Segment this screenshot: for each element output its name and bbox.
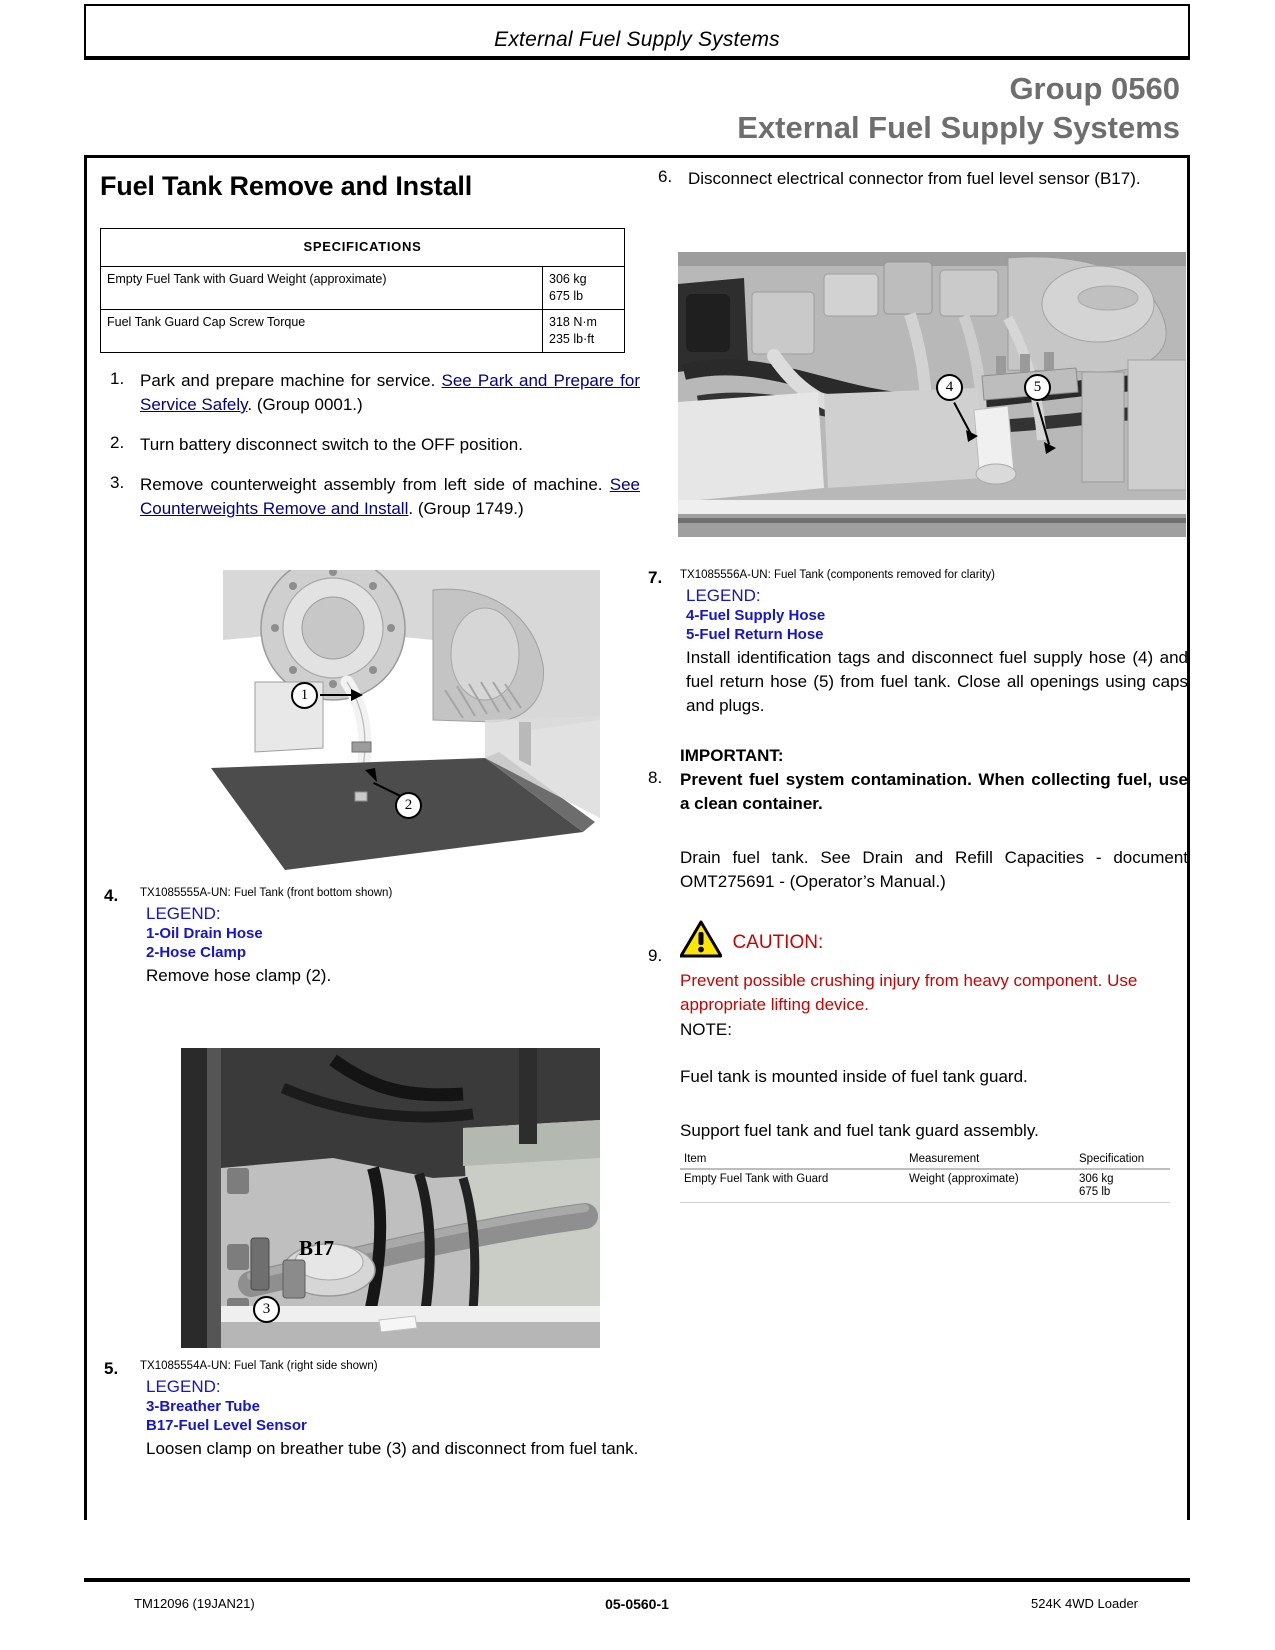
step-number: 4. — [104, 886, 119, 905]
right-column-lower — [648, 558, 1188, 1203]
callout-arrow-2 — [363, 768, 379, 784]
step-text — [140, 369, 640, 417]
step-3 — [100, 473, 640, 521]
step-5-text: Loosen clamp on breather tube (3) and disconnect from fuel tank. — [146, 1439, 639, 1458]
step-7-text: Install identification tags and disconnect fuel supply hose (4) and fuel return hose (5) from fuel tank. Close all openings using caps and plugs. — [686, 648, 1188, 715]
footer-divider — [84, 1578, 1190, 1582]
left-column — [100, 163, 640, 521]
legend-item: 5-Fuel Return Hose — [686, 626, 824, 643]
callout-bubble-3: 3 — [253, 1296, 280, 1323]
spec-value-metric: 318 N·m — [549, 315, 597, 329]
xref-link[interactable]: See Park and Prepare for Service Safely — [140, 371, 640, 414]
step-1 — [100, 369, 640, 417]
cell-specification — [1075, 1169, 1170, 1203]
table-row — [101, 310, 625, 353]
group-title: External Fuel Supply Systems — [737, 110, 1180, 145]
right-column — [648, 163, 1188, 191]
table-header-row — [680, 1151, 1170, 1169]
running-header-title: External Fuel Supply Systems — [494, 28, 780, 51]
column-header-measurement: Measurement — [905, 1151, 1075, 1169]
spec-value-imperial: 235 lb·ft — [549, 332, 595, 346]
step-number: 5. — [104, 1359, 119, 1378]
step-4-text: Remove hose clamp (2). — [146, 966, 332, 985]
warning-triangle-icon — [680, 920, 722, 969]
caution-header — [680, 920, 1188, 969]
callout-bubble-4: 4 — [936, 374, 963, 401]
step-6 — [648, 167, 1188, 191]
important-label: IMPORTANT: — [680, 746, 784, 765]
figure-caption: TX1085556A-UN: Fuel Tank (components removed for clarity) — [680, 569, 995, 581]
step-text — [140, 473, 640, 521]
step-number: 9. — [648, 946, 663, 965]
caution-text: Prevent possible crushing injury from heavy component. Use appropriate lifting device. — [680, 971, 1138, 1014]
callout-arrow-4 — [966, 428, 982, 444]
note-text: Fuel tank is mounted inside of fuel tank guard. — [680, 1067, 1028, 1086]
spec-value-metric: 306 kg — [549, 272, 587, 286]
footer-page-number: 05-0560-1 — [605, 1596, 669, 1612]
footer-model: 524K 4WD Loader — [1031, 1596, 1138, 1611]
step-8 — [648, 768, 1188, 816]
step-number: 3. — [110, 473, 125, 492]
step-5 — [100, 1359, 645, 1461]
running-header — [84, 4, 1190, 60]
page-title: Fuel Tank Remove and Install — [100, 171, 472, 201]
figure-caption: TX1085554A-UN: Fuel Tank (right side shown) — [140, 1360, 378, 1372]
column-header-item: Item — [680, 1151, 905, 1169]
figure-3-graphic — [678, 252, 1186, 537]
legend-block — [140, 903, 645, 962]
support-text: Support fuel tank and fuel tank guard assembly. — [680, 1121, 1039, 1140]
figure-fuel-tank-right-side — [133, 1048, 600, 1348]
callout-arrow-5 — [1044, 440, 1060, 456]
table-header-row — [101, 229, 625, 267]
support-spec-table — [680, 1151, 1170, 1203]
table-row — [680, 1169, 1170, 1203]
legend-heading: LEGEND: — [146, 1377, 221, 1396]
step-number: 8. — [648, 768, 663, 787]
spec-description: Empty Fuel Tank with Guard Weight (approximate) — [101, 267, 543, 310]
step-text: Turn battery disconnect switch to the OFF position. — [140, 435, 523, 454]
legend-item: 1-Oil Drain Hose — [146, 925, 263, 942]
figure-fuel-tank-front-bottom — [133, 570, 600, 870]
callout-arrow-1 — [351, 687, 367, 703]
step-number: 2. — [110, 433, 125, 452]
specifications-header: SPECIFICATIONS — [101, 229, 625, 267]
step-number: 1. — [110, 369, 125, 388]
spec-value — [543, 310, 625, 353]
table-row — [101, 267, 625, 310]
figure-2-graphic — [133, 1048, 600, 1348]
step-text-before: Park and prepare machine for service. — [140, 371, 436, 390]
figure-caption: TX1085555A-UN: Fuel Tank (front bottom shown) — [140, 887, 393, 899]
cell-item: Empty Fuel Tank with Guard — [680, 1169, 905, 1203]
spec-value-imperial: 675 lb — [1079, 1186, 1111, 1198]
step-4 — [100, 886, 645, 988]
legend-block — [680, 585, 1188, 644]
step-9 — [648, 920, 1188, 1203]
step-text-after: . (Group 1749.) — [408, 499, 524, 518]
figure-1-graphic — [133, 570, 600, 870]
note-label: NOTE: — [680, 1020, 732, 1039]
spec-value — [543, 267, 625, 310]
group-number: Group 0560 — [1009, 71, 1180, 106]
step-number: 6. — [658, 167, 673, 186]
step-text-after: . (Group 0001.) — [247, 395, 363, 414]
step-4-block — [100, 876, 645, 988]
legend-block — [140, 1376, 645, 1435]
specifications-table — [100, 228, 625, 353]
legend-item: B17-Fuel Level Sensor — [146, 1417, 307, 1434]
legend-item: 2-Hose Clamp — [146, 944, 247, 961]
callout-bubble-2: 2 — [395, 792, 422, 819]
figure-label-b17: B17 — [299, 1236, 335, 1260]
cell-measurement: Weight (approximate) — [905, 1169, 1075, 1203]
caution-label: CAUTION: — [732, 932, 824, 953]
step-number: 7. — [648, 568, 663, 587]
legend-heading: LEGEND: — [686, 586, 761, 605]
drain-fuel-tank-paragraph: Drain fuel tank. See Drain and Refill Capacities - document OMT275691 - (Operator’s Manual.) — [680, 848, 1188, 891]
spec-value-metric: 306 kg — [1079, 1173, 1114, 1185]
footer-manual-number: TM12096 (19JAN21) — [134, 1596, 255, 1611]
step-5-block — [100, 1349, 645, 1461]
legend-item: 4-Fuel Supply Hose — [686, 607, 826, 624]
step-7 — [648, 568, 1188, 718]
step-text-before: Remove counterweight assembly from left side of machine. — [140, 475, 603, 494]
step-text: Prevent fuel system contamination. When collecting fuel, use a clean container. — [680, 770, 1188, 813]
step-text: Disconnect electrical connector from fuel level sensor (B17). — [688, 169, 1141, 188]
column-header-specification: Specification — [1075, 1151, 1170, 1169]
spec-value-imperial: 675 lb — [549, 289, 584, 303]
spec-description: Fuel Tank Guard Cap Screw Torque — [101, 310, 543, 353]
step-2 — [100, 433, 640, 457]
group-header — [737, 70, 1180, 148]
legend-heading: LEGEND: — [146, 904, 221, 923]
callout-bubble-5: 5 — [1024, 374, 1051, 401]
legend-item: 3-Breather Tube — [146, 1398, 260, 1415]
callout-bubble-1: 1 — [291, 682, 318, 709]
figure-fuel-tank-components-removed — [678, 252, 1186, 537]
xref-link[interactable]: See Counterweights Remove and Install — [140, 475, 641, 518]
